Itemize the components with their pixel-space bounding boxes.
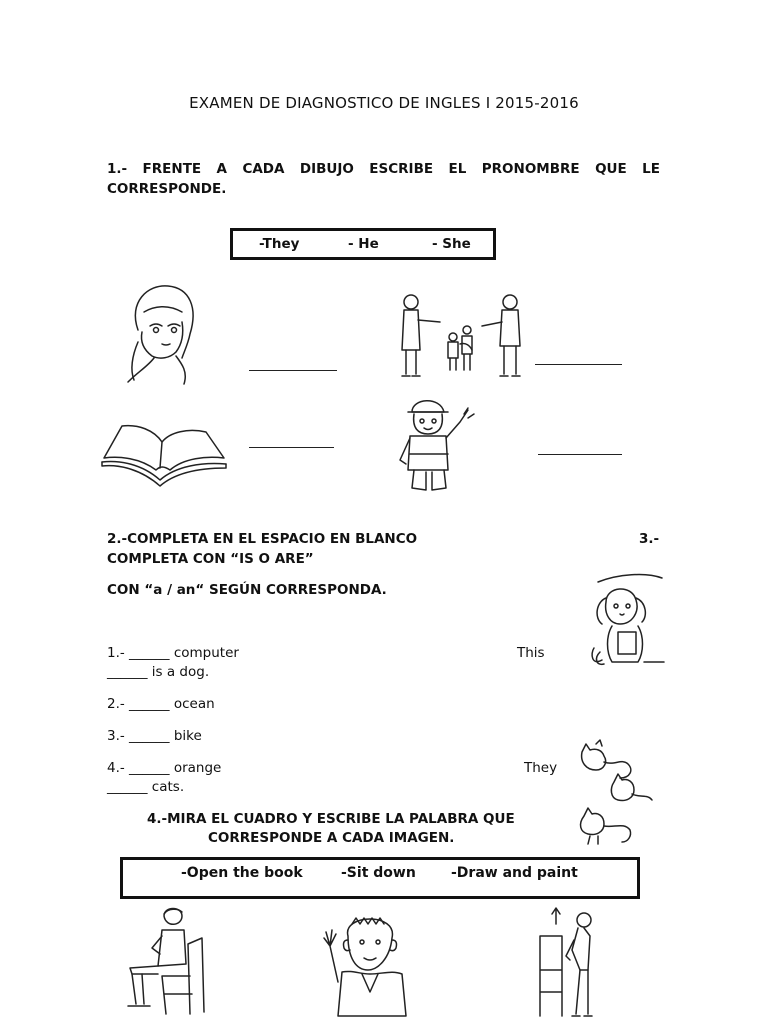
exercise-item-1: 1.- ______ computer — [107, 645, 239, 661]
open-book-illustration — [98, 418, 228, 490]
vocabulary-box — [120, 857, 640, 899]
page-title: EXAMEN DE DIAGNOSTICO DE INGLES I 2015-2016 — [189, 94, 579, 112]
question-4-line-2: CORRESPONDE A CADA IMAGEN. — [208, 830, 455, 846]
this-label: This — [517, 645, 545, 661]
pronoun-option-he: - He — [348, 236, 379, 252]
is-a-dog-sentence: ______ is a dog. — [107, 664, 210, 680]
waving-boy-illustration — [322, 912, 416, 1018]
pronoun-option-they: -They — [259, 236, 300, 252]
sitting-boy-illustration — [118, 904, 210, 1020]
girl-illustration — [118, 282, 208, 386]
pronoun-options-box — [230, 228, 496, 260]
answer-blank-3[interactable] — [249, 447, 334, 448]
question-2-line-1: 2.-COMPLETA EN EL ESPACIO EN BLANCO — [107, 531, 418, 547]
vocab-sit-down: -Sit down — [341, 865, 416, 881]
answer-blank-4[interactable] — [538, 454, 622, 455]
exercise-item-4: 4.- ______ orange — [107, 760, 222, 776]
they-label: They — [524, 760, 558, 776]
dog-illustration — [588, 572, 666, 672]
answer-blank-2[interactable] — [535, 364, 622, 365]
question-1-text: 1.- FRENTE A CADA DIBUJO ESCRIBE EL PRONOMBRE QUE LE CORRESPONDE. — [107, 161, 660, 197]
question-2-line-2: CON “a / an“ SEGÚN CORRESPONDA. — [107, 582, 387, 598]
pronoun-option-she: - She — [432, 236, 471, 252]
vocab-draw-and-paint: -Draw and paint — [451, 865, 578, 881]
people-group-illustration — [396, 292, 526, 382]
builder-illustration — [398, 394, 484, 496]
vocab-open-the-book: -Open the book — [181, 865, 303, 881]
question-3-label: 3.- — [639, 531, 660, 547]
cats-sentence: ______ cats. — [107, 779, 185, 795]
question-3-text: COMPLETA CON “IS O ARE” — [107, 551, 314, 567]
cats-illustration — [574, 738, 658, 848]
standing-up-illustration — [532, 906, 604, 1018]
question-4-line-1: 4.-MIRA EL CUADRO Y ESCRIBE LA PALABRA QUE — [147, 811, 515, 827]
exercise-item-3: 3.- ______ bike — [107, 728, 202, 744]
answer-blank-1[interactable] — [249, 370, 337, 371]
exercise-item-2: 2.- ______ ocean — [107, 696, 215, 712]
